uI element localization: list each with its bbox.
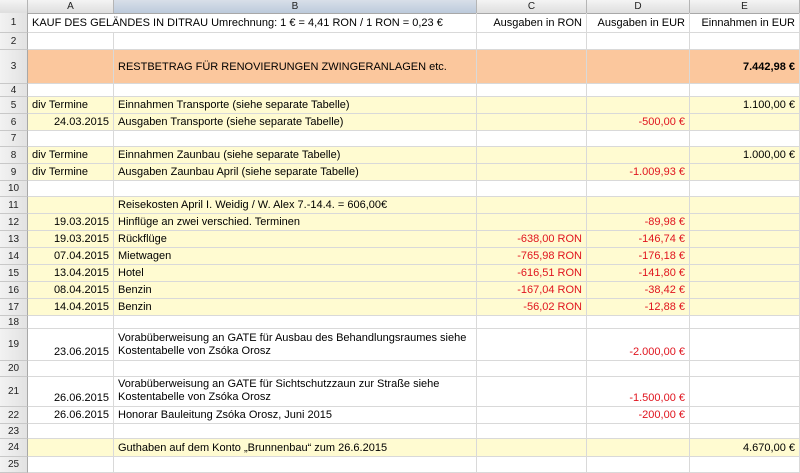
table-row xyxy=(0,248,800,265)
cell-description[interactable]: Ausgaben Zaunbau April (siehe separate Tabelle) xyxy=(114,164,477,181)
cell[interactable] xyxy=(690,265,800,282)
cell-expense-eur[interactable]: -200,00 € xyxy=(587,407,690,424)
cell[interactable] xyxy=(690,329,800,361)
cell-description[interactable]: Hinflüge an zwei verschied. Terminen xyxy=(114,214,477,231)
cell-date[interactable]: 24.03.2015 xyxy=(28,114,114,131)
column-header-a[interactable]: A xyxy=(28,0,114,13)
cell-expense-ron[interactable]: -765,98 RON xyxy=(477,248,587,265)
row-header[interactable]: 5 xyxy=(0,97,28,114)
cell[interactable] xyxy=(587,439,690,457)
cell[interactable] xyxy=(690,231,800,248)
column-header-bar xyxy=(0,0,800,14)
cell-income-eur[interactable]: 4.670,00 € xyxy=(690,439,800,457)
cell[interactable] xyxy=(28,457,114,473)
cell[interactable] xyxy=(587,84,690,97)
cell-c1-header[interactable]: Ausgaben in RON xyxy=(477,13,587,33)
cell[interactable] xyxy=(477,147,587,164)
cell[interactable] xyxy=(28,181,114,197)
table-row xyxy=(0,329,800,361)
cell-expense-ron[interactable]: -638,00 RON xyxy=(477,231,587,248)
cell[interactable] xyxy=(477,329,587,361)
table-row xyxy=(0,13,800,33)
table-row xyxy=(0,147,800,164)
table-row xyxy=(0,424,800,439)
cell-description[interactable]: Benzin xyxy=(114,282,477,299)
cell-b3-remaining-label[interactable]: RESTBETRAG FÜR RENOVIERUNGEN ZWINGERANLAGEN etc. xyxy=(114,50,477,84)
table-row xyxy=(0,316,800,329)
column-header-d[interactable]: D xyxy=(587,0,690,13)
cell-date[interactable]: 19.03.2015 xyxy=(28,231,114,248)
cell[interactable] xyxy=(114,457,477,473)
cell[interactable] xyxy=(477,377,587,407)
cell[interactable] xyxy=(587,181,690,197)
cell-expense-eur[interactable]: -500,00 € xyxy=(587,114,690,131)
table-row xyxy=(0,407,800,424)
cell[interactable] xyxy=(587,361,690,377)
row-header[interactable]: 8 xyxy=(0,147,28,164)
cell[interactable] xyxy=(114,181,477,197)
cell[interactable] xyxy=(690,457,800,473)
row-header[interactable]: 24 xyxy=(0,439,28,457)
cell-expense-eur[interactable]: -2.000,00 € xyxy=(587,329,690,361)
row-header[interactable]: 13 xyxy=(0,231,28,248)
cell[interactable] xyxy=(587,197,690,214)
cell-date[interactable]: div Termine xyxy=(28,97,114,114)
row-header[interactable]: 14 xyxy=(0,248,28,265)
row-header[interactable]: 15 xyxy=(0,265,28,282)
cell[interactable] xyxy=(690,84,800,97)
table-row xyxy=(0,231,800,248)
cell-date[interactable]: div Termine xyxy=(28,164,114,181)
table-row xyxy=(0,282,800,299)
cell-date[interactable]: 08.04.2015 xyxy=(28,282,114,299)
cell[interactable] xyxy=(587,316,690,329)
cell-expense-eur[interactable]: -146,74 € xyxy=(587,231,690,248)
row-header[interactable]: 17 xyxy=(0,299,28,316)
cell[interactable] xyxy=(690,361,800,377)
table-row xyxy=(0,377,800,407)
cell-description[interactable]: Mietwagen xyxy=(114,248,477,265)
row-header[interactable]: 1 xyxy=(0,13,28,33)
cell-description[interactable]: Hotel xyxy=(114,265,477,282)
cell[interactable] xyxy=(114,316,477,329)
cell[interactable] xyxy=(114,361,477,377)
row-header[interactable]: 9 xyxy=(0,164,28,181)
table-row xyxy=(0,131,800,147)
table-row xyxy=(0,361,800,377)
cell-expense-eur[interactable]: -89,98 € xyxy=(587,214,690,231)
cell[interactable] xyxy=(477,407,587,424)
cell[interactable] xyxy=(477,97,587,114)
cell-date[interactable]: 26.06.2015 xyxy=(28,377,114,407)
row-header[interactable]: 21 xyxy=(0,377,28,407)
cell[interactable] xyxy=(477,361,587,377)
cell-expense-ron[interactable]: -167,04 RON xyxy=(477,282,587,299)
table-row xyxy=(0,214,800,231)
cell[interactable] xyxy=(690,197,800,214)
cell[interactable] xyxy=(587,33,690,50)
column-header-e[interactable]: E xyxy=(690,0,800,13)
cell[interactable] xyxy=(28,197,114,214)
cell-income-eur[interactable]: 1.000,00 € xyxy=(690,147,800,164)
cell[interactable] xyxy=(477,50,587,84)
row-header[interactable]: 25 xyxy=(0,457,28,473)
cell-description[interactable]: Vorabüberweisung an GATE für Sichtschutzzaun zur Straße siehe Kostentabelle von Zsóka Orosz xyxy=(114,377,477,407)
cell[interactable] xyxy=(28,424,114,439)
cell[interactable] xyxy=(114,33,477,50)
table-row xyxy=(0,114,800,131)
row-header[interactable]: 12 xyxy=(0,214,28,231)
cell[interactable] xyxy=(690,214,800,231)
row-header[interactable]: 2 xyxy=(0,33,28,50)
table-row xyxy=(0,439,800,457)
select-all-corner[interactable] xyxy=(0,0,28,13)
cell[interactable] xyxy=(28,33,114,50)
cell[interactable] xyxy=(690,181,800,197)
cell-expense-eur[interactable]: -141,80 € xyxy=(587,265,690,282)
cell-description[interactable]: Ausgaben Transporte (siehe separate Tabelle) xyxy=(114,114,477,131)
row-header[interactable]: 7 xyxy=(0,131,28,147)
cell-date[interactable]: 14.04.2015 xyxy=(28,299,114,316)
cell-description[interactable]: Vorabüberweisung an GATE für Ausbau des Behandlungsraumes siehe Kostentabelle von Zsóka Orosz xyxy=(114,329,477,361)
cell-a1-title[interactable]: KAUF DES GELÄNDES IN DITRAU Umrechnung: 1 € = 4,41 RON / 1 RON = 0,23 € xyxy=(28,13,477,33)
row-header[interactable]: 10 xyxy=(0,181,28,197)
cell[interactable] xyxy=(477,316,587,329)
cell[interactable] xyxy=(477,164,587,181)
cell[interactable] xyxy=(28,361,114,377)
cell[interactable] xyxy=(28,439,114,457)
column-header-c[interactable]: C xyxy=(477,0,587,13)
cell-description[interactable]: Einnahmen Transporte (siehe separate Tabelle) xyxy=(114,97,477,114)
row-header[interactable]: 6 xyxy=(0,114,28,131)
cell[interactable] xyxy=(477,439,587,457)
cell[interactable] xyxy=(587,97,690,114)
cell[interactable] xyxy=(28,131,114,147)
cell-date[interactable]: 19.03.2015 xyxy=(28,214,114,231)
cell[interactable] xyxy=(690,377,800,407)
cell[interactable] xyxy=(477,197,587,214)
row-header[interactable]: 19 xyxy=(0,329,28,361)
cell[interactable] xyxy=(28,84,114,97)
cell[interactable] xyxy=(690,316,800,329)
cell-expense-ron[interactable]: -616,51 RON xyxy=(477,265,587,282)
cell[interactable] xyxy=(477,457,587,473)
cell-expense-eur[interactable]: -1.009,93 € xyxy=(587,164,690,181)
cell-date[interactable]: 23.06.2015 xyxy=(28,329,114,361)
cell[interactable] xyxy=(690,424,800,439)
cell-description[interactable]: Einnahmen Zaunbau (siehe separate Tabelle) xyxy=(114,147,477,164)
cell[interactable] xyxy=(690,114,800,131)
cell-description[interactable]: Guthaben auf dem Konto „Brunnenbau“ zum 26.6.2015 xyxy=(114,439,477,457)
cell-d1-header[interactable]: Ausgaben in EUR xyxy=(587,13,690,33)
cell[interactable] xyxy=(114,131,477,147)
row-header[interactable]: 16 xyxy=(0,282,28,299)
cell-income-eur[interactable]: 1.100,00 € xyxy=(690,97,800,114)
cell[interactable] xyxy=(477,33,587,50)
cell[interactable] xyxy=(477,424,587,439)
table-row xyxy=(0,164,800,181)
table-row xyxy=(0,97,800,114)
cell[interactable] xyxy=(690,299,800,316)
cell[interactable] xyxy=(28,316,114,329)
cell[interactable] xyxy=(587,131,690,147)
table-row xyxy=(0,181,800,197)
row-header[interactable]: 22 xyxy=(0,407,28,424)
cell[interactable] xyxy=(477,181,587,197)
cell-expense-eur[interactable]: -38,42 € xyxy=(587,282,690,299)
cell-date[interactable]: 07.04.2015 xyxy=(28,248,114,265)
table-row xyxy=(0,197,800,214)
row-header[interactable]: 23 xyxy=(0,424,28,439)
cell-expense-eur[interactable]: -1.500,00 € xyxy=(587,377,690,407)
cell[interactable] xyxy=(587,424,690,439)
cell-expense-eur[interactable]: -12,88 € xyxy=(587,299,690,316)
cell-expense-ron[interactable]: -56,02 RON xyxy=(477,299,587,316)
cell[interactable] xyxy=(690,248,800,265)
cell-description[interactable]: Rückflüge xyxy=(114,231,477,248)
table-row-highlight xyxy=(0,50,800,84)
cell[interactable] xyxy=(477,214,587,231)
cell[interactable] xyxy=(114,424,477,439)
row-header[interactable]: 11 xyxy=(0,197,28,214)
cell-e1-header[interactable]: Einnahmen in EUR xyxy=(690,13,800,33)
table-row xyxy=(0,265,800,282)
cell[interactable] xyxy=(114,84,477,97)
table-row xyxy=(0,84,800,97)
cell[interactable] xyxy=(690,282,800,299)
cell-date[interactable]: div Termine xyxy=(28,147,114,164)
table-row xyxy=(0,299,800,316)
cell-date[interactable]: 26.06.2015 xyxy=(28,407,114,424)
cell[interactable] xyxy=(477,114,587,131)
cell-description[interactable]: Honorar Bauleitung Zsóka Orosz, Juni 2015 xyxy=(114,407,477,424)
table-row xyxy=(0,457,800,473)
row-header[interactable]: 3 xyxy=(0,50,28,84)
cell[interactable] xyxy=(587,50,690,84)
cell[interactable] xyxy=(690,407,800,424)
column-header-b[interactable]: B xyxy=(114,0,477,13)
table-row xyxy=(0,33,800,50)
cell[interactable] xyxy=(587,147,690,164)
cell-description[interactable]: Reisekosten April I. Weidig / W. Alex 7.-14.4. = 606,00€ xyxy=(114,197,477,214)
cell-date[interactable]: 13.04.2015 xyxy=(28,265,114,282)
row-header[interactable]: 4 xyxy=(0,84,28,97)
cell-description[interactable]: Benzin xyxy=(114,299,477,316)
cell[interactable] xyxy=(690,33,800,50)
cell[interactable] xyxy=(477,84,587,97)
cell[interactable] xyxy=(28,50,114,84)
cell[interactable] xyxy=(477,131,587,147)
cell-expense-eur[interactable]: -176,18 € xyxy=(587,248,690,265)
cell[interactable] xyxy=(690,131,800,147)
cell[interactable] xyxy=(587,457,690,473)
row-header[interactable]: 20 xyxy=(0,361,28,377)
row-header[interactable]: 18 xyxy=(0,316,28,329)
cell-e3-remaining-amount[interactable]: 7.442,98 € xyxy=(690,50,800,84)
cell[interactable] xyxy=(690,164,800,181)
